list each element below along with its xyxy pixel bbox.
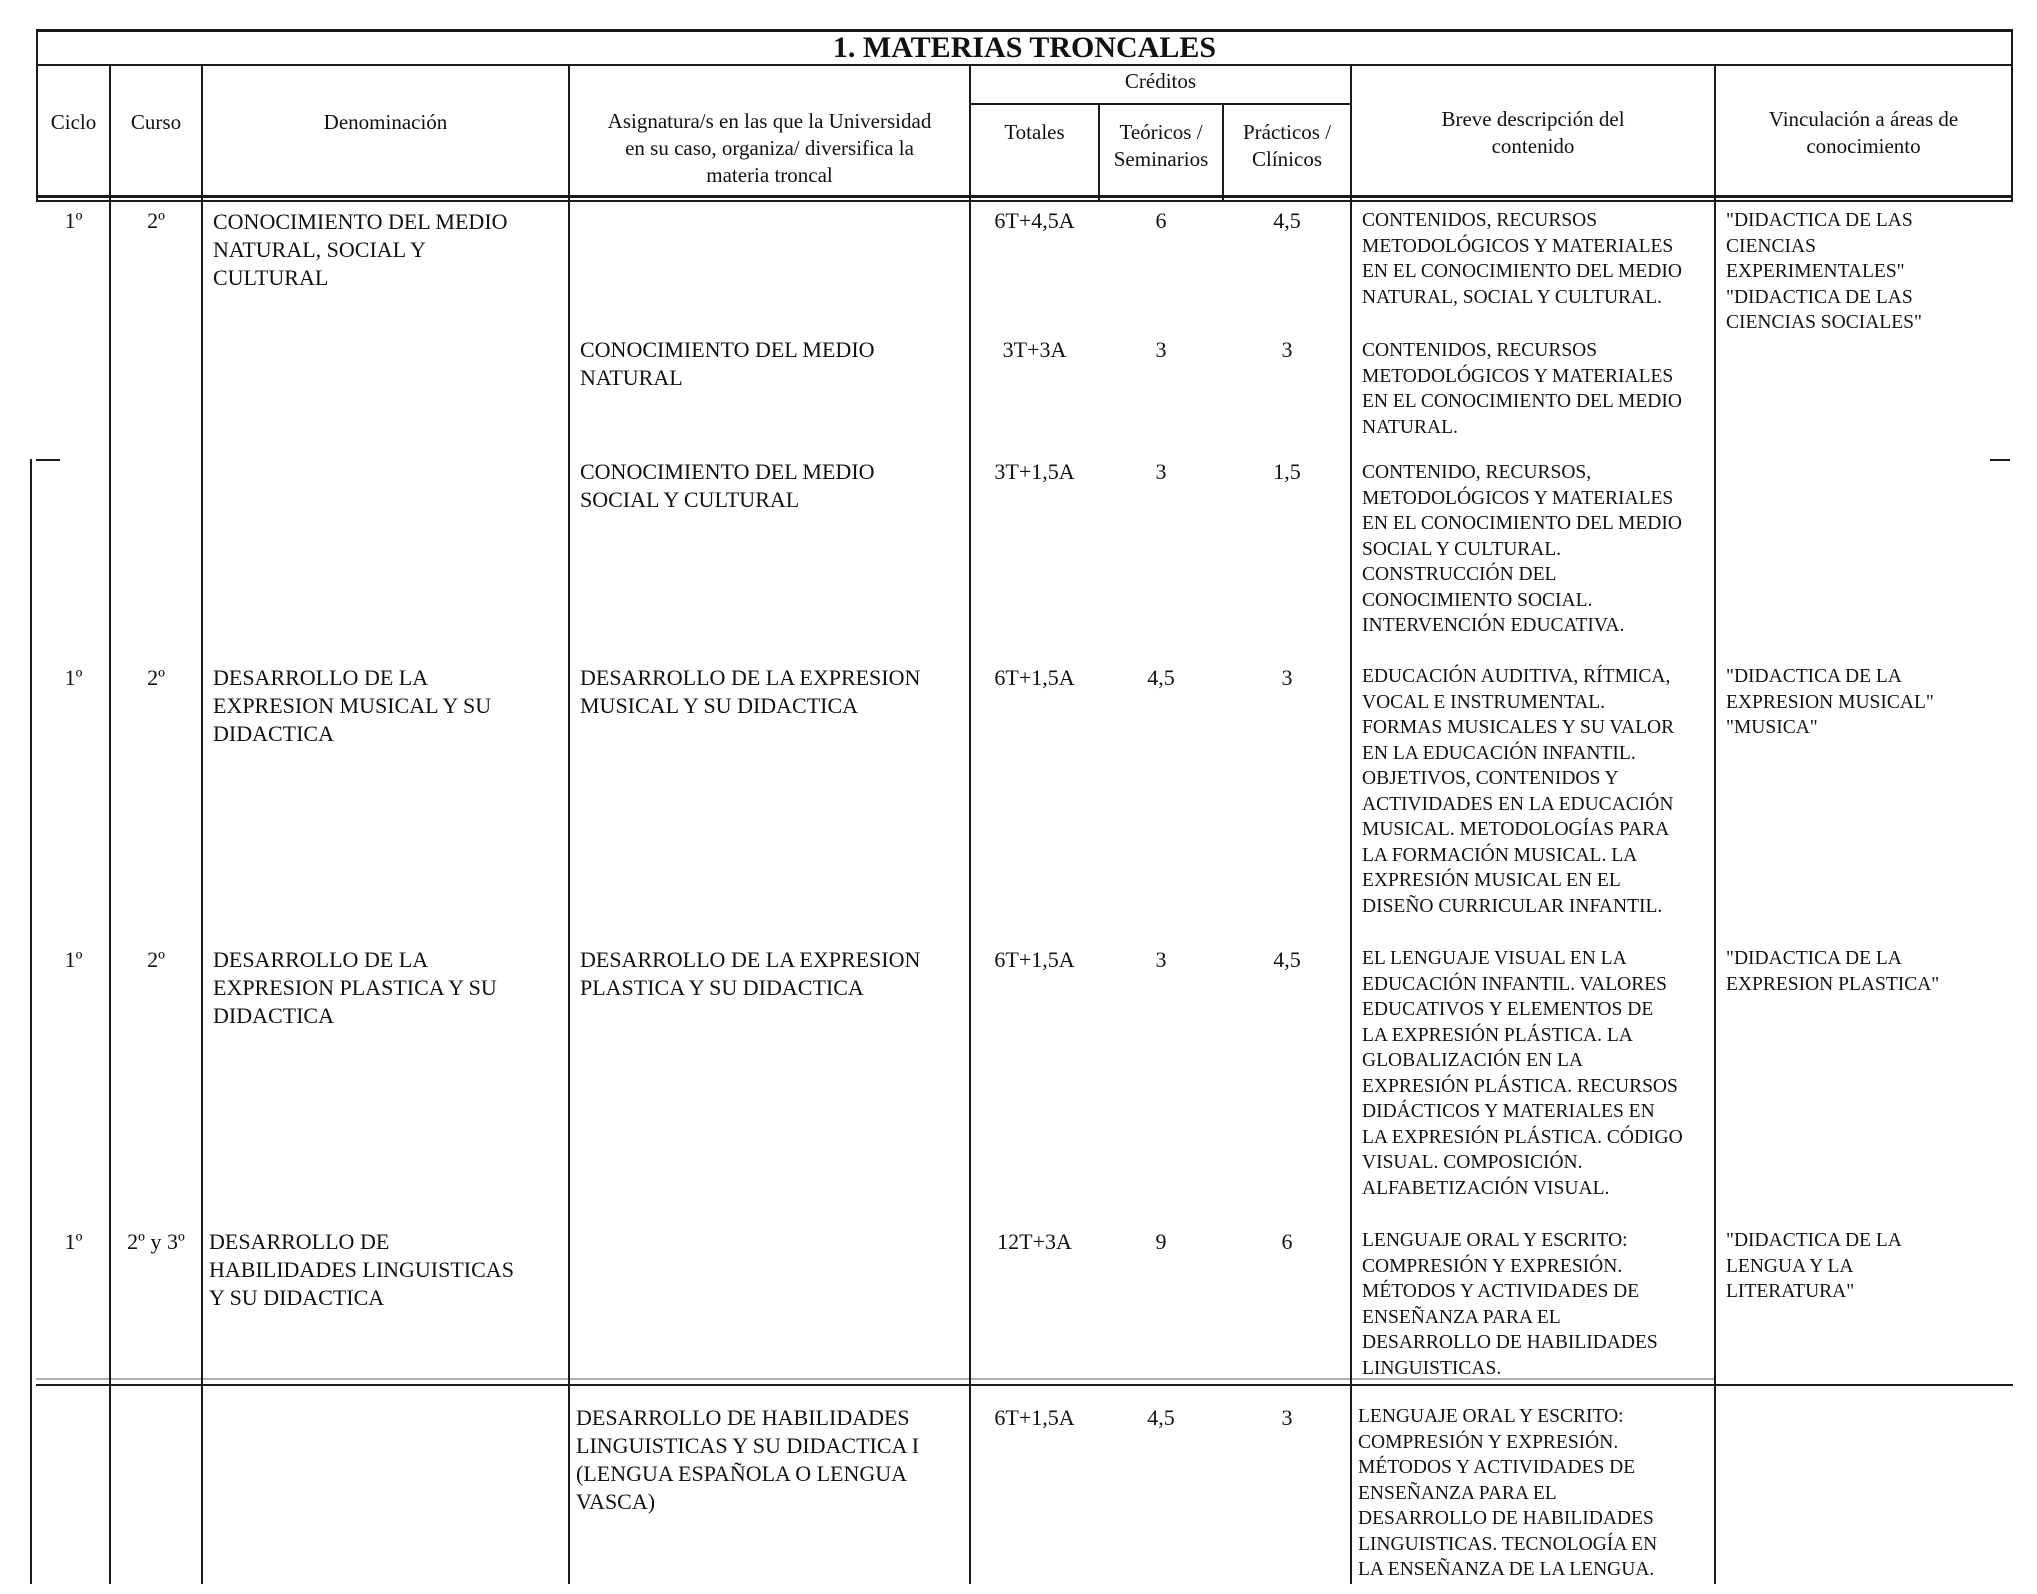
row-teoricos: 3: [1155, 947, 1167, 972]
header-vinculacion: Vinculación a áreas de conocimiento: [1768, 107, 1959, 158]
header-bottom-line: [36, 195, 2013, 198]
row-curso: 2º: [147, 947, 165, 972]
row-descripcion: CONTENIDOS, RECURSOS METODOLÓGICOS Y MATERIALES EN EL CONOCIMIENTO DEL MEDIO NATURAL, SOCIAL Y CULTURAL.: [1362, 210, 1682, 308]
row-totales: 6T+1,5A: [994, 947, 1075, 972]
row-vinculacion: "DIDACTICA DE LA LENGUA Y LA LITERATURA": [1726, 1230, 1902, 1302]
col-line-descripcion-vinculacion: [1714, 64, 1716, 1584]
row-practicos: 6: [1281, 1229, 1293, 1254]
row-descripcion: CONTENIDO, RECURSOS, METODOLÓGICOS Y MATERIALES EN EL CONOCIMIENTO DEL MEDIO SOCIAL Y CULTURAL. CONSTRUCCIÓN DEL CONOCIMIENTO SOCIAL. INTERVENCIÓN EDUCATIVA.: [1362, 462, 1682, 636]
row-denominacion: DESARROLLO DE HABILIDADES LINGUISTICAS Y SU DIDACTICA: [209, 1229, 514, 1310]
row-vinculacion: "DIDACTICA DE LA EXPRESION PLASTICA": [1726, 948, 1940, 995]
col-line-curso-denominacion: [201, 64, 203, 1584]
row-ciclo: 1º: [64, 665, 83, 690]
header-creditos: Créditos: [1124, 69, 1197, 93]
row-practicos: 3: [1281, 337, 1293, 362]
row-asignatura: DESARROLLO DE LA EXPRESION MUSICAL Y SU DIDACTICA: [580, 665, 921, 718]
row-curso: 2º: [147, 665, 165, 690]
row-practicos: 1,5: [1273, 459, 1301, 484]
row-totales: 6T+1,5A: [994, 665, 1075, 690]
table-title: 1. MATERIAS TRONCALES: [832, 31, 1217, 64]
header-teoricos: Teóricos / Seminarios: [1113, 120, 1209, 171]
header-bottom-line-2: [36, 200, 2013, 202]
row-descripcion: CONTENIDOS, RECURSOS METODOLÓGICOS Y MATERIALES EN EL CONOCIMIENTO DEL MEDIO NATURAL.: [1362, 340, 1682, 438]
row-descripcion: LENGUAJE ORAL Y ESCRITO: COMPRESIÓN Y EXPRESIÓN. MÉTODOS Y ACTIVIDADES DE ENSEÑANZA PARA EL DESARROLLO DE HABILIDADES LINGUISTICAS. TECNOLOGÍA EN LA ENSEÑANZA DE LA LENGUA.: [1358, 1406, 1658, 1580]
row-descripcion: EL LENGUAJE VISUAL EN LA EDUCACIÓN INFANTIL. VALORES EDUCATIVOS Y ELEMENTOS DE LA EXPRESIÓN PLÁSTICA. LA GLOBALIZACIÓN EN LA EXPRESIÓN PLÁSTICA. RECURSOS DIDÁCTICOS Y MATERIALES EN LA EXPRESIÓN PLÁSTICA. CÓDIGO VISUAL. COMPOSICIÓN. ALFABETIZACIÓN VISUAL.: [1362, 948, 1683, 1199]
row-denominacion: CONOCIMIENTO DEL MEDIO NATURAL, SOCIAL Y CULTURAL: [213, 209, 508, 290]
row-teoricos: 9: [1155, 1229, 1167, 1254]
row-totales: 6T+1,5A: [994, 1405, 1075, 1430]
row-ciclo: 1º: [64, 947, 83, 972]
header-descripcion: Breve descripción del contenido: [1441, 107, 1625, 158]
header-ciclo: Ciclo: [50, 110, 97, 134]
row-separator: [36, 459, 60, 461]
row-curso: 2º: [147, 208, 165, 233]
row-totales: 6T+4,5A: [994, 208, 1075, 233]
header-practicos: Prácticos / Clínicos: [1242, 120, 1332, 171]
row-asignatura: CONOCIMIENTO DEL MEDIO NATURAL: [580, 337, 875, 390]
row-teoricos: 4,5: [1147, 665, 1175, 690]
col-line-ciclo-curso: [109, 64, 111, 1584]
row-practicos: 4,5: [1273, 208, 1301, 233]
col-line-left-lower: [30, 459, 32, 1584]
row-practicos: 4,5: [1273, 947, 1301, 972]
row-vinculacion: "DIDACTICA DE LA EXPRESION MUSICAL" "MUSICA": [1726, 666, 1934, 738]
row-curso: 2º y 3º: [127, 1229, 185, 1254]
creditos-sub-line: [971, 103, 1350, 105]
row-asignatura: CONOCIMIENTO DEL MEDIO SOCIAL Y CULTURAL: [580, 459, 875, 512]
col-line-denominacion-asignatura: [568, 64, 570, 1584]
row-separator-tail: [1990, 459, 2010, 461]
row-teoricos: 3: [1155, 459, 1167, 484]
row-totales: 3T+3A: [1002, 337, 1067, 362]
row-practicos: 3: [1281, 1405, 1293, 1430]
row-ciclo: 1º: [64, 1229, 83, 1254]
row-totales: 3T+1,5A: [994, 459, 1075, 484]
row-teoricos: 6: [1155, 208, 1167, 233]
row-practicos: 3: [1281, 665, 1293, 690]
col-line-asignatura-totales: [969, 64, 971, 1584]
row-teoricos: 4,5: [1147, 1405, 1175, 1430]
row-denominacion: DESARROLLO DE LA EXPRESION PLASTICA Y SU DIDACTICA: [213, 947, 497, 1028]
row-totales: 12T+3A: [997, 1229, 1072, 1254]
row-denominacion: DESARROLLO DE LA EXPRESION MUSICAL Y SU DIDACTICA: [213, 665, 492, 746]
col-line-creditos-descripcion: [1350, 64, 1352, 1584]
header-denominacion: Denominación: [323, 110, 448, 134]
header-curso: Curso: [130, 110, 182, 134]
header-totales: Totales: [1004, 120, 1065, 144]
row-ciclo: 1º: [64, 208, 83, 233]
row-descripcion: LENGUAJE ORAL Y ESCRITO: COMPRESIÓN Y EXPRESIÓN. MÉTODOS Y ACTIVIDADES DE ENSEÑANZA PARA EL DESARROLLO DE HABILIDADES LINGUISTICAS.: [1362, 1230, 1658, 1379]
row-vinculacion: "DIDACTICA DE LAS CIENCIAS EXPERIMENTALES" "DIDACTICA DE LAS CIENCIAS SOCIALES": [1726, 210, 1922, 333]
row-asignatura: DESARROLLO DE LA EXPRESION PLASTICA Y SU DIDACTICA: [580, 947, 921, 1000]
row-separator: [36, 1384, 2013, 1386]
row-asignatura: DESARROLLO DE HABILIDADES LINGUISTICAS Y SU DIDACTICA I (LENGUA ESPAÑOLA O LENGUA VASCA): [576, 1405, 920, 1514]
row-teoricos: 3: [1155, 337, 1167, 362]
row-descripcion: EDUCACIÓN AUDITIVA, RÍTMICA, VOCAL E INSTRUMENTAL. FORMAS MUSICALES Y SU VALOR EN LA EDUCACIÓN INFANTIL. OBJETIVOS, CONTENIDOS Y ACTIVIDADES EN LA EDUCACIÓN MUSICAL. METODOLOGÍAS PARA LA FORMACIÓN MUSICAL. LA EXPRESIÓN MUSICAL EN EL DISEÑO CURRICULAR INFANTIL.: [1362, 666, 1675, 917]
header-asignatura: Asignatura/s en las que la Universidad en su caso, organiza/ diversifica la materia troncal: [607, 109, 932, 187]
